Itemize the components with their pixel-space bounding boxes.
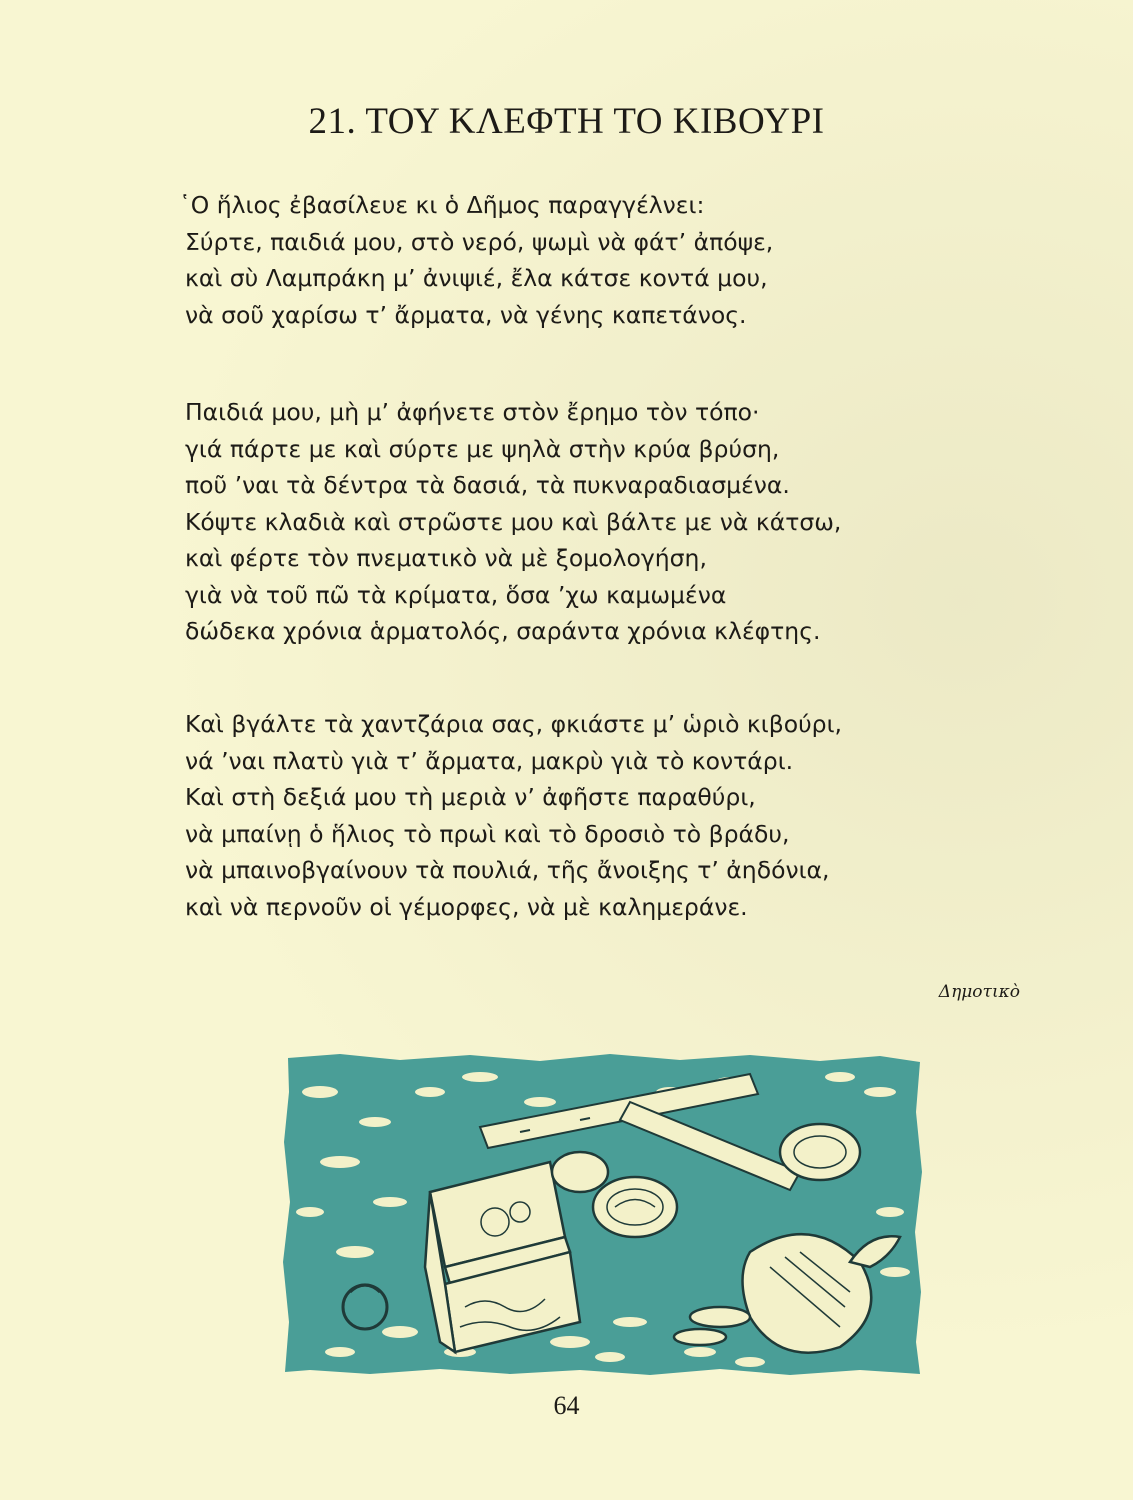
stanza-1 xyxy=(179,187,1045,333)
poem-line: νὰ σοῦ χαρίσω τ’ ἄρματα, νὰ γένης καπετάνος. xyxy=(185,300,747,329)
poem-line: Καὶ στὴ δεξιά μου τὴ μεριὰ ν’ ἀφῆστε παραθύρι, xyxy=(185,783,756,811)
poem-line: γιὰ νὰ τοῦ πῶ τὰ κρίματα, ὅσα ’χω καμωμένα xyxy=(185,580,727,609)
poem-line: Παιδιά μου, μὴ μ’ ἀφήνετε στὸν ἔρημο τὸν τόπο· xyxy=(185,398,760,426)
poem-line: καὶ φέρτε τὸν πνεματικὸ νὰ μὲ ξομολογήση, xyxy=(185,544,707,572)
poem-line: νὰ μπαίνῃ ὁ ἥλιος τὸ πρωὶ καὶ τὸ δροσιὸ τὸ βράδυ, xyxy=(185,819,790,848)
poem-source: Δημοτικὸ xyxy=(938,982,1020,1002)
poem-line: ποῦ ’ναι τὰ δέντρα τὰ δασιά, τὰ πυκναραδιασμένα. xyxy=(185,471,790,499)
poem-title: 21. ΤΟΥ ΚΛΕΦΤΗ ΤΟ ΚΙΒΟΥΡΙ xyxy=(308,101,825,142)
poem-line: Σύρτε, παιδιά μου, στὸ νερό, ψωμὶ νὰ φάτ’ ἀπόψε, xyxy=(185,227,774,256)
poem-line: γιά πάρτε με καὶ σύρτε με ψηλὰ στὴν κρύα βρύση, xyxy=(185,434,780,463)
stanza-3 xyxy=(185,706,1045,925)
treasure-chest-illustration xyxy=(280,1052,925,1377)
poem-line: καὶ σὺ Λαμπράκη μ’ ἀνιψιέ, ἔλα κάτσε κοντά μου, xyxy=(185,264,768,292)
poem-line: δώδεκα χρόνια ἁρματολός, σαράντα χρόνια κλέφτης. xyxy=(185,617,821,645)
poem-line: νὰ μπαινοβγαίνουν τὰ πουλιά, τῆς ἄνοιξης τ’ ἀηδόνια, xyxy=(185,856,830,884)
poem-line: ῾Ο ἥλιος ἐβασίλευε κι ὁ Δῆμος παραγγέλνει: xyxy=(179,191,705,219)
page-number: 64 xyxy=(553,1391,580,1420)
poem-line: νά ’ναι πλατὺ γιὰ τ’ ἄρματα, μακρὺ γιὰ τὸ κοντάρι. xyxy=(185,746,794,775)
poem-line: Κόψτε κλαδιὰ καὶ στρῶστε μου καὶ βάλτε με νὰ κάτσω, xyxy=(185,507,842,536)
stanza-2 xyxy=(185,394,1045,650)
poem-line: καὶ νὰ περνοῦν οἱ γέμορφες, νὰ μὲ καλημεράνε. xyxy=(185,892,748,921)
poem-line: Καὶ βγάλτε τὰ χαντζάρια σας, φκιάστε μ’ ὡριὸ κιβούρι, xyxy=(185,710,843,738)
